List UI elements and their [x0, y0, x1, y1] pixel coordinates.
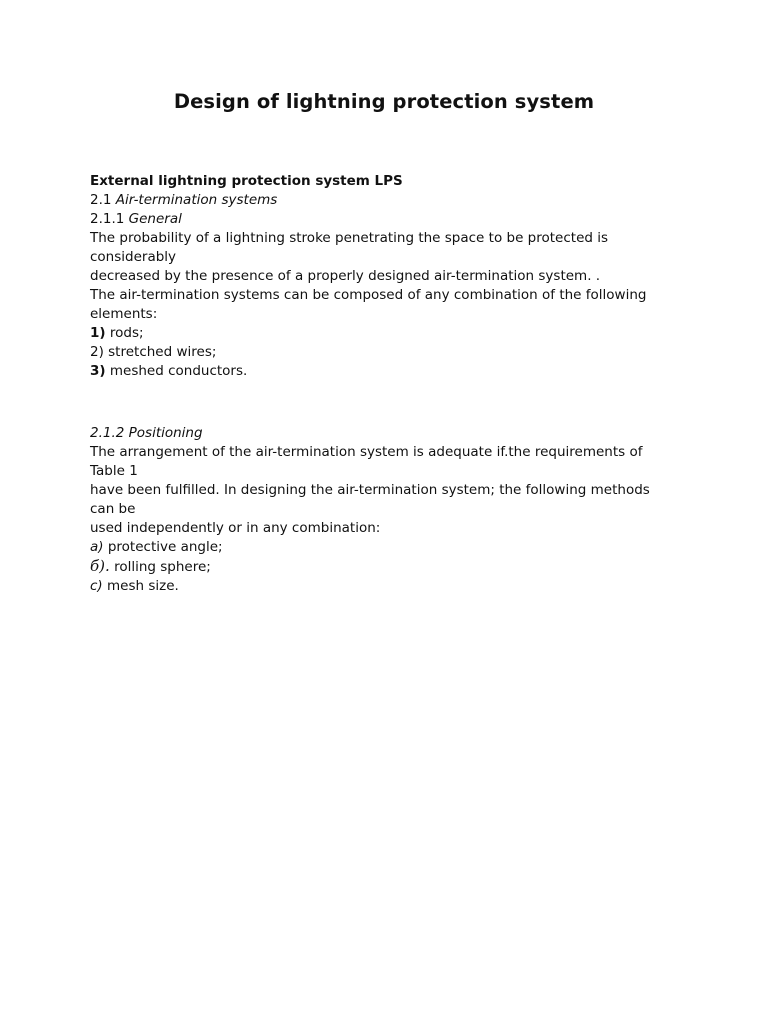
- list-marker: 1): [90, 325, 106, 341]
- subsection-2-1-heading: [90, 191, 680, 210]
- list-item-text: stretched wires;: [103, 344, 217, 360]
- list-item-text: meshed conductors.: [105, 363, 248, 379]
- paragraph-line: considerably: [90, 249, 177, 265]
- list-item: [90, 538, 680, 557]
- paragraph-line: The air-termination systems can be composed of any combination of the following: [90, 287, 647, 303]
- list-marker: 2): [90, 344, 104, 360]
- paragraph-line: can be: [90, 501, 136, 517]
- list-marker: c): [90, 578, 103, 594]
- list-marker: a): [90, 539, 104, 555]
- subsection-number: 2.1: [90, 192, 116, 208]
- paragraph-line: used independently or in any combination:: [90, 520, 381, 536]
- paragraph-line: have been fulfilled. In designing the air-termination system; the following methods: [90, 482, 650, 498]
- paragraph-line: elements:: [90, 306, 158, 322]
- list-item: [90, 557, 680, 577]
- paragraph-line: The probability of a lightning stroke penetrating the space to be protected is: [90, 230, 609, 246]
- section-heading: External lightning protection system LPS: [90, 173, 403, 189]
- subsection-title: General: [128, 211, 182, 227]
- subsection-title: Air-termination systems: [115, 192, 278, 208]
- section-spacer: [90, 381, 680, 424]
- subsection-2-1-1-heading: [90, 210, 680, 229]
- list-marker: 3): [90, 363, 106, 379]
- list-marker: б).: [90, 557, 110, 575]
- list-item: [90, 324, 680, 343]
- list-item: [90, 343, 680, 362]
- list-item-text: rolling sphere;: [109, 559, 211, 575]
- list-item-text: rods;: [105, 325, 144, 341]
- document-title: Design of lightning protection system: [173, 90, 595, 113]
- paragraph-line: Table 1: [90, 463, 138, 479]
- document-body: [90, 172, 680, 596]
- list-item-text: protective angle;: [103, 539, 223, 555]
- list-item: [90, 577, 680, 596]
- paragraph-line: The arrangement of the air-termination system is adequate if.the requirements of: [90, 444, 643, 460]
- list-item: [90, 362, 680, 381]
- subsection-2-1-2-heading: 2.1.2 Positioning: [90, 425, 203, 441]
- list-item-text: mesh size.: [102, 578, 179, 594]
- subsection-number: 2.1.1: [90, 211, 129, 227]
- paragraph-line: decreased by the presence of a properly designed air-termination system. .: [90, 268, 601, 284]
